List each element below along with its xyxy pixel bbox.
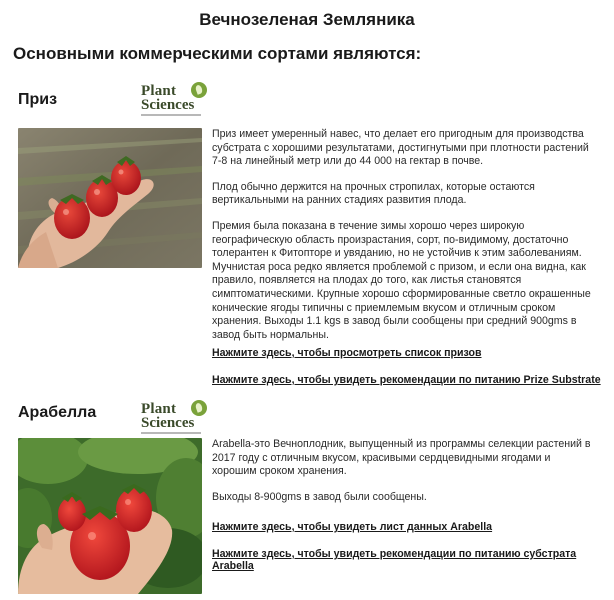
plant-sciences-logo: Plant Sciences bbox=[141, 84, 207, 116]
paragraph: Выходы 8-900gms в завод были сообщены. bbox=[212, 490, 427, 503]
paragraph: Плод обычно держится на прочных стропилах, которые остаются вертикальными на ранних стадиях развития плода. bbox=[212, 180, 535, 207]
page-title: Вечнозеленая Земляника bbox=[199, 10, 415, 29]
paragraph: Премия была показана в течение зимы хорошо через широкую географическую область произрастания, сорт, по-видимому, достаточно толерантен к Фитопторе и увяданию, но не устойчив к этим заболеваниям. Мучнистая роса редко является проблемой с призом, и если она видна, как правило, появляется на плодах до того, как листья становятся симптоматическими. Крупные хорошо сформированные светло окрашенные конические ягоды типичны с приемлемым вкусом и отличным сроком хранения. Выходы 1.1 kgs в завод были сообщены при средний 900gms в завод быть нормальны. bbox=[212, 219, 591, 341]
paragraph: Приз имеет умеренный навес, что делает его пригодным для производства субстрата с хорошими результатами, достигнутыми при плотности растений 7-8 на линейный метр или до 44 000 на гектар в почве. bbox=[212, 128, 589, 168]
variety-name-prize: Приз bbox=[18, 91, 58, 108]
prize-list-link[interactable]: Нажмите здесь, чтобы просмотреть список призов bbox=[212, 347, 482, 359]
leaf-icon bbox=[191, 82, 207, 98]
section-subtitle: Основными коммерческими сортами являются: bbox=[13, 44, 422, 63]
variety-name-arabella: Арабелла bbox=[18, 404, 97, 421]
paragraph: Arabella-это Вечноплодник, выпущенный из программы селекции растений в 2017 году с отличным вкусом, красивыми сердцевидными ягодами и хорошим сроком хранения. bbox=[212, 438, 591, 478]
arabella-strawberry-photo bbox=[18, 438, 202, 594]
arabella-substrate-nutrition-link[interactable]: Нажмите здесь, чтобы увидеть рекомендации по питанию субстрата Arabella bbox=[212, 548, 577, 572]
arabella-datasheet-link[interactable]: Нажмите здесь, чтобы увидеть лист данных Arabella bbox=[212, 521, 493, 533]
arabella-description bbox=[212, 438, 596, 516]
leaf-icon bbox=[191, 400, 207, 416]
plant-sciences-logo: Plant Sciences bbox=[141, 402, 207, 434]
prize-description bbox=[212, 128, 596, 354]
prize-strawberry-photo bbox=[18, 128, 202, 268]
prize-substrate-nutrition-link[interactable]: Нажмите здесь, чтобы увидеть рекомендации по питанию Prize Substrate bbox=[212, 374, 601, 386]
